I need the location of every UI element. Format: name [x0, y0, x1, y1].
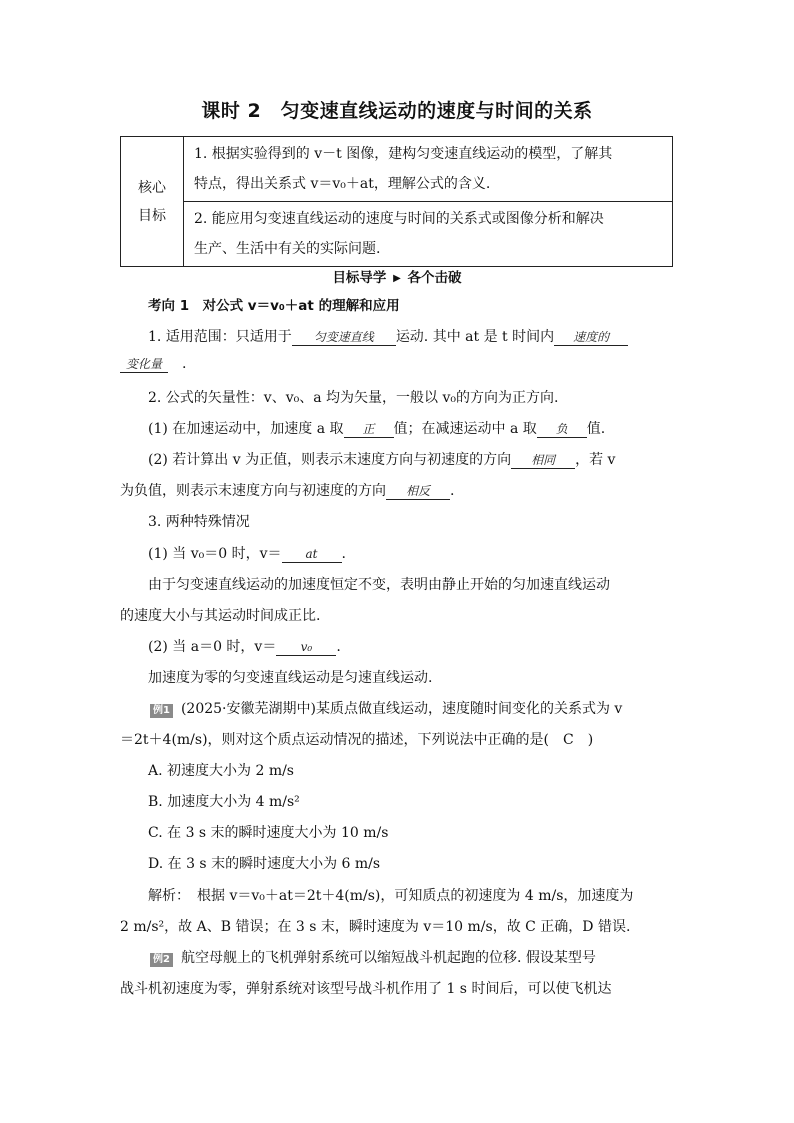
paragraph-4-line2 [120, 480, 676, 500]
ex1-text-line1: (2025·安徽芜湖期中)某质点做直线运动，速度随时间变化的关系式为 v [180, 701, 623, 717]
goal-item-2-line1: 2. 能应用匀变速直线运动的速度与时间的关系式或图像分析和解决 [194, 211, 604, 227]
p3-text-a: (1) 在加速运动中，加速度 a 取 [148, 421, 344, 437]
page-title: 课时 2 匀变速直线运动的速度与时间的关系 [201, 100, 593, 122]
p1-text-b: 运动. 其中 at 是 t 时间内 [395, 329, 555, 345]
paragraph-8 [148, 636, 676, 656]
paragraph-7-line1: 由于匀变速直线运动的加速度恒定不变，表明由静止开始的匀加速直线运动 [148, 577, 610, 593]
paragraph-4-line1 [148, 449, 676, 469]
p4-text-c: 为负值，则表示末速度方向与初速度的方向 [120, 483, 386, 499]
paragraph-6 [148, 543, 676, 563]
paragraph-9: 加速度为零的匀变速直线运动是匀速直线运动. [148, 670, 433, 686]
solution-line2: 2 m/s²，故 A、B 错误；在 3 s 末，瞬时速度为 v＝10 m/s，故 C 正确，D 错误. [120, 919, 631, 935]
p1-end: . [182, 356, 187, 372]
blank-answer: 相同 [511, 452, 575, 469]
example-2-line1 [150, 947, 676, 967]
option-a: A. 初速度大小为 2 m/s [148, 763, 294, 779]
triangle-arrow-icon: ▶ [393, 273, 401, 284]
p4-text-d: . [450, 483, 455, 499]
section-head-right: 各个击破 [407, 270, 462, 286]
p8-text-b: . [336, 639, 341, 655]
blank-answer: 负 [537, 421, 587, 438]
paragraph-7-line2: 的速度大小与其运动时间成正比. [120, 608, 321, 624]
goal-item-1 [184, 137, 673, 202]
blank-answer: 匀变速直线 [292, 329, 396, 346]
goal-item-1-line1: 1. 根据实验得到的 v－t 图像，建构匀变速直线运动的模型，了解其 [194, 146, 613, 162]
example-1-line2: ＝2t＋4(m/s)，则对这个质点运动情况的描述，下列说法中正确的是( C ) [120, 732, 594, 748]
blank-answer: 相反 [386, 483, 450, 500]
goal-item-2 [184, 202, 673, 267]
blank-answer: 速度的 [554, 329, 628, 346]
blank-answer: 变化量 [120, 356, 168, 373]
blank-answer: v₀ [276, 639, 336, 656]
option-d: D. 在 3 s 末的瞬时速度大小为 6 m/s [148, 856, 381, 872]
ex2-text-line1: 航空母舰上的飞机弹射系统可以缩短战斗机起跑的位移. 假设某型号 [180, 950, 596, 966]
core-goals-table [120, 136, 673, 267]
example-1-line1 [150, 698, 676, 718]
example-badge: 例2 [150, 953, 173, 967]
paragraph-1-line2 [120, 356, 676, 373]
goals-table-header [121, 137, 184, 267]
option-b: B. 加速度大小为 4 m/s² [148, 794, 300, 810]
goal-item-2-line2: 生产、生活中有关的实际问题. [194, 241, 381, 257]
section-head-left: 目标导学 [332, 270, 387, 286]
paragraph-3 [148, 418, 676, 438]
option-c: C. 在 3 s 末的瞬时速度大小为 10 m/s [148, 825, 389, 841]
p1-text-a: 1. 适用范围：只适用于 [148, 329, 292, 345]
p3-text-b: 值；在减速运动中 a 取 [393, 421, 537, 437]
p4-text-b: ，若 v [575, 452, 616, 468]
paragraph-1-line1 [148, 326, 676, 346]
p4-text-a: (2) 若计算出 v 为正值，则表示末速度方向与初速度的方向 [148, 452, 512, 468]
section-heading [0, 266, 794, 286]
p8-text-a: (2) 当 a＝0 时，v＝ [148, 639, 277, 655]
goals-head-line1: 核心 [138, 179, 166, 196]
p6-text-a: (1) 当 v₀＝0 时，v＝ [148, 546, 282, 562]
example-2-line2: 战斗机初速度为零，弹射系统对该型号战斗机作用了 1 s 时间后，可以使飞机达 [120, 981, 612, 997]
p6-text-b: . [341, 546, 346, 562]
goal-item-1-line2: 特点，得出关系式 v＝v₀＋at，理解公式的含义. [194, 176, 491, 192]
paragraph-2: 2. 公式的矢量性：v、v₀、a 均为矢量，一般以 v₀的方向为正方向. [148, 390, 559, 406]
topic-heading: 考向 1 对公式 v＝v₀＋at 的理解和应用 [148, 298, 400, 314]
blank-answer: 正 [344, 421, 394, 438]
p3-text-c: 值. [586, 421, 606, 437]
goals-head-line2: 目标 [138, 207, 166, 224]
example-badge: 例1 [150, 704, 173, 718]
paragraph-5: 3. 两种特殊情况 [148, 514, 250, 530]
solution-line1: 解析： 根据 v＝v₀＋at＝2t＋4(m/s)，可知质点的初速度为 4 m/s，加速度为 [148, 888, 634, 904]
blank-answer: at [282, 546, 342, 563]
